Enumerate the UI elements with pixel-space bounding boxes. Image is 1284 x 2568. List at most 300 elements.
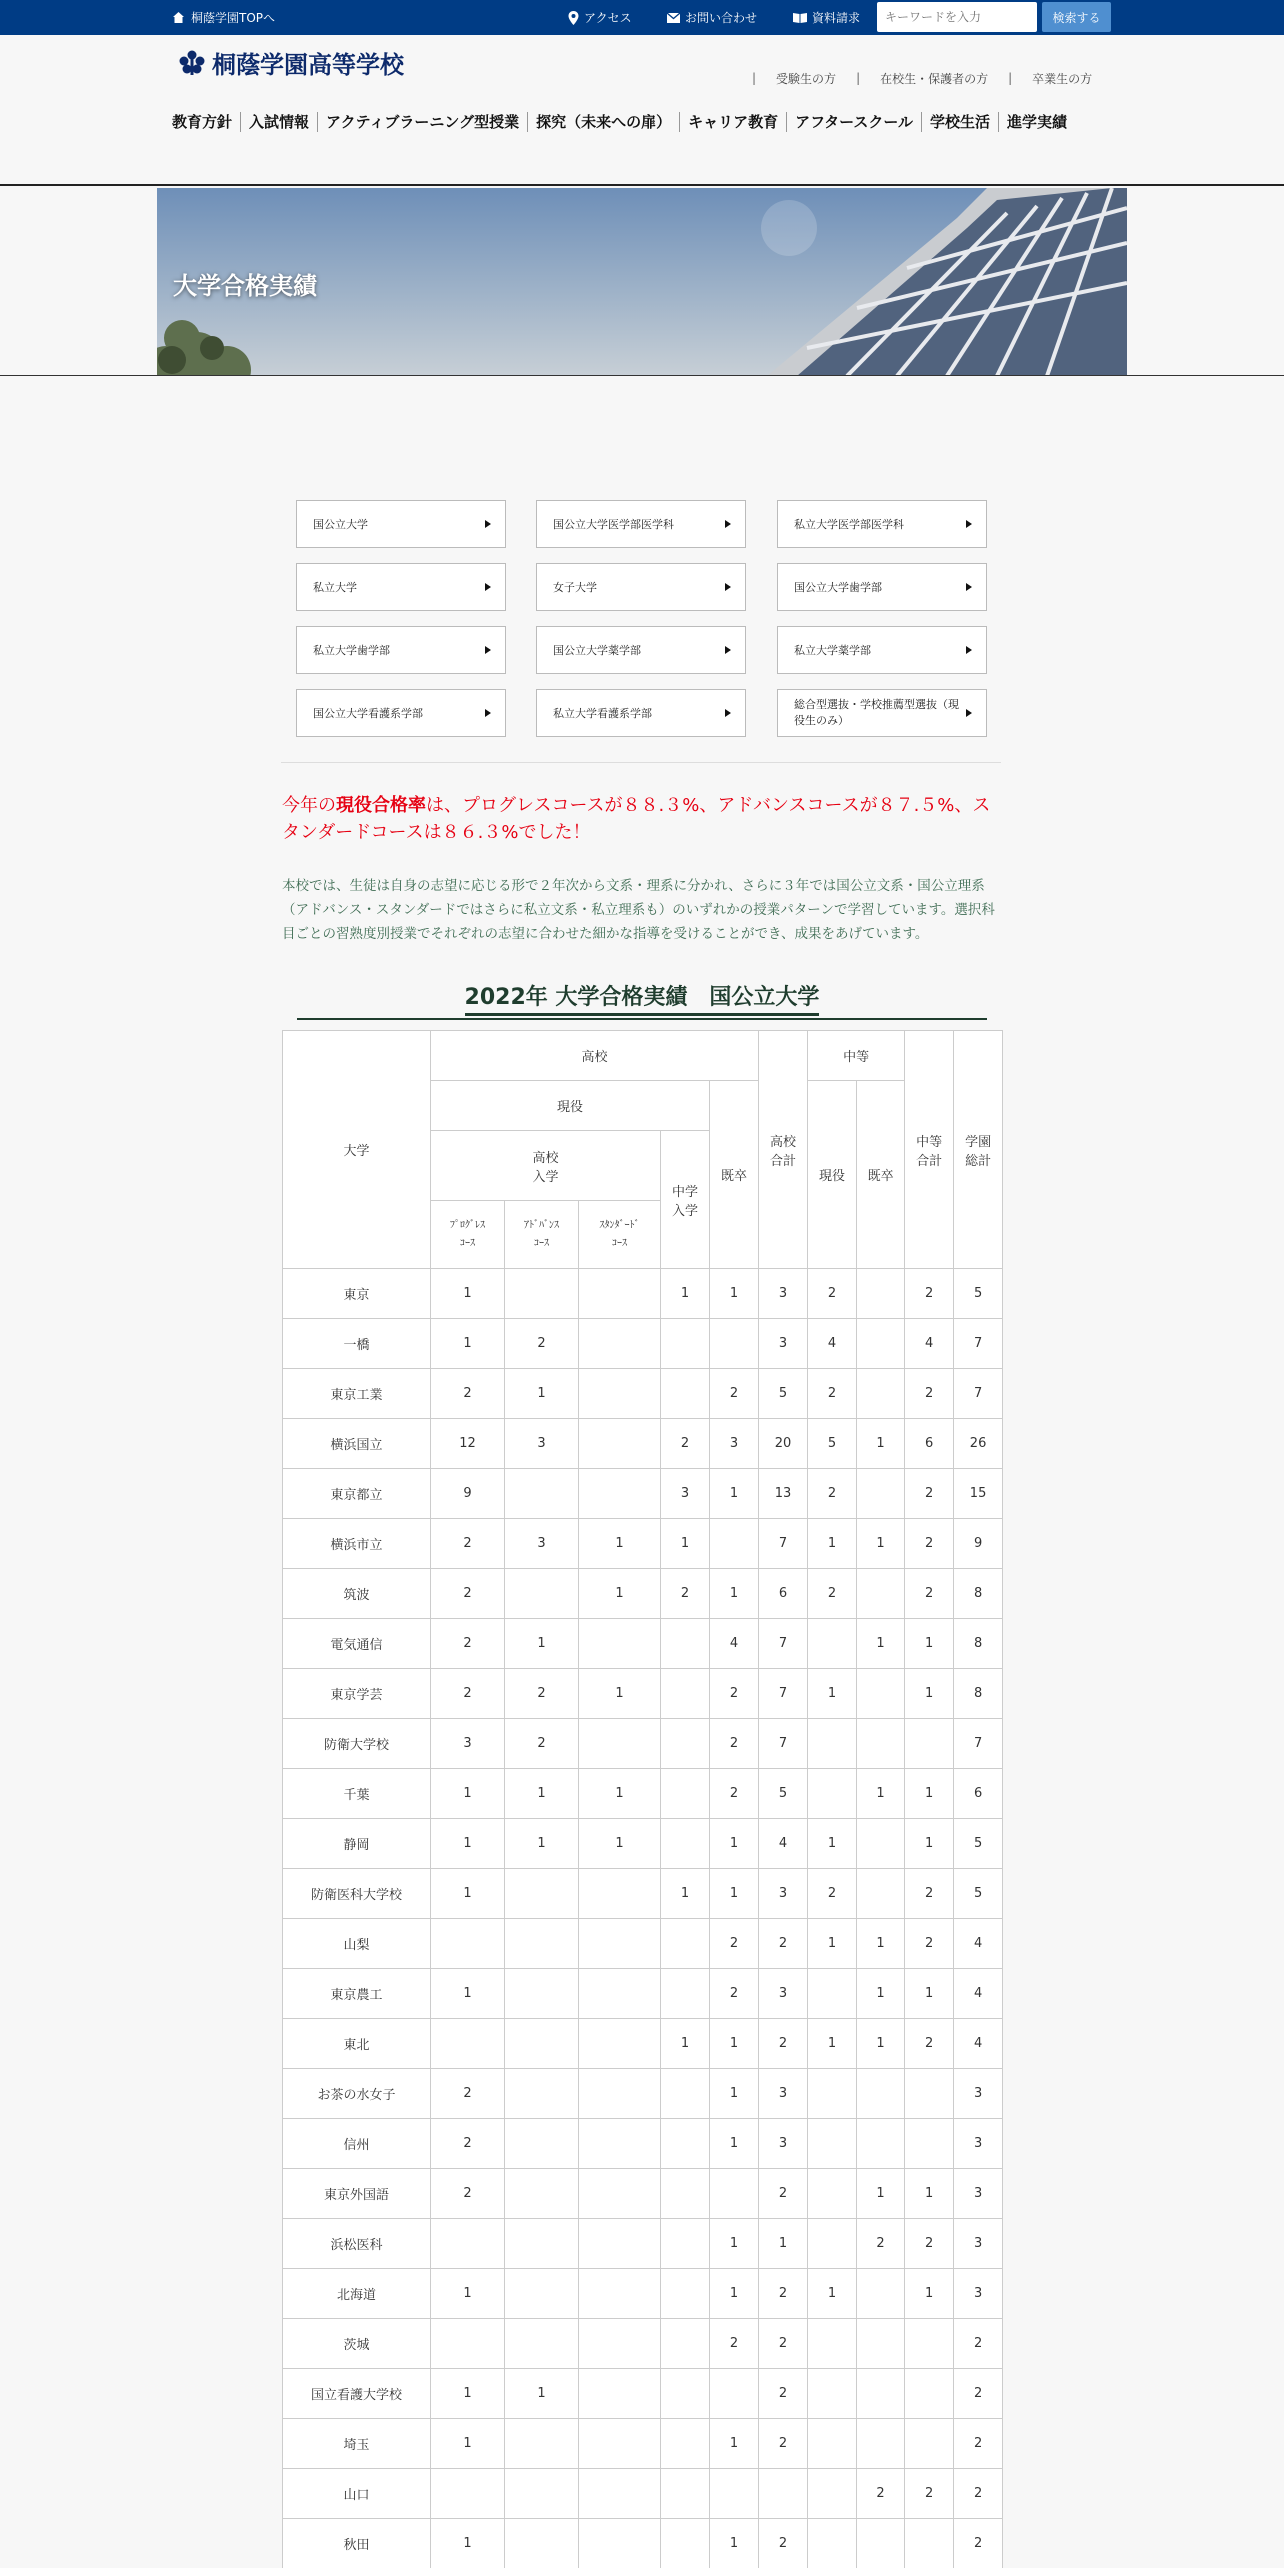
count-cell bbox=[857, 1319, 905, 1369]
count-cell bbox=[431, 1919, 505, 1969]
count-cell: 1 bbox=[759, 2219, 808, 2269]
count-cell: 2 bbox=[954, 2319, 1003, 2369]
category-label: 国公立大学医学部医学科 bbox=[553, 518, 674, 531]
school-top-label: 桐蔭学園TOPへ bbox=[191, 11, 276, 25]
count-cell bbox=[857, 1569, 905, 1619]
category-button[interactable] bbox=[777, 563, 987, 611]
university-name: 浜松医科 bbox=[283, 2219, 431, 2269]
header-chuto: 中等 bbox=[808, 1031, 905, 1081]
count-cell bbox=[661, 2419, 710, 2469]
gnav-item[interactable]: キャリア教育 bbox=[679, 112, 786, 132]
count-cell: 1 bbox=[579, 1769, 661, 1819]
count-cell bbox=[579, 2469, 661, 2519]
count-cell: 2 bbox=[857, 2219, 905, 2269]
table-row bbox=[283, 1519, 1003, 1569]
count-cell: 3 bbox=[661, 1469, 710, 1519]
count-cell bbox=[759, 2469, 808, 2519]
count-cell: 3 bbox=[954, 2269, 1003, 2319]
table-row bbox=[283, 1419, 1003, 1469]
count-cell: 3 bbox=[431, 1719, 505, 1769]
count-cell bbox=[905, 2069, 954, 2119]
count-cell bbox=[661, 2069, 710, 2119]
category-button[interactable] bbox=[777, 626, 987, 674]
count-cell bbox=[579, 1369, 661, 1419]
university-name: 静岡 bbox=[283, 1819, 431, 1869]
count-cell bbox=[661, 2369, 710, 2419]
count-cell: 5 bbox=[954, 1819, 1003, 1869]
count-cell: 2 bbox=[759, 2419, 808, 2469]
count-cell: 15 bbox=[954, 1469, 1003, 1519]
triangle-right-icon bbox=[966, 520, 972, 528]
university-name: 国立看護大学校 bbox=[283, 2369, 431, 2419]
category-label: 私立大学 bbox=[313, 581, 357, 594]
count-cell bbox=[505, 2019, 579, 2069]
count-cell: 1 bbox=[808, 2019, 857, 2069]
count-cell: 2 bbox=[905, 2469, 954, 2519]
category-button[interactable] bbox=[536, 626, 746, 674]
count-cell bbox=[710, 2369, 759, 2419]
count-cell: 3 bbox=[505, 1519, 579, 1569]
count-cell: 3 bbox=[759, 2119, 808, 2169]
table-row bbox=[283, 2219, 1003, 2269]
gnav-item[interactable]: アクティブラーニング型授業 bbox=[317, 112, 527, 132]
header-gakuen-total: 学園 総計 bbox=[954, 1031, 1003, 1269]
triangle-right-icon bbox=[966, 709, 972, 717]
count-cell: 1 bbox=[857, 1769, 905, 1819]
gnav-item[interactable]: 学校生活 bbox=[921, 112, 998, 132]
count-cell bbox=[857, 2119, 905, 2169]
count-cell bbox=[579, 1919, 661, 1969]
count-cell: 6 bbox=[759, 1569, 808, 1619]
table-row bbox=[283, 2319, 1003, 2369]
count-cell: 20 bbox=[759, 1419, 808, 1469]
count-cell: 2 bbox=[954, 2469, 1003, 2519]
count-cell bbox=[505, 1869, 579, 1919]
count-cell: 2 bbox=[808, 1569, 857, 1619]
count-cell: 1 bbox=[431, 2519, 505, 2568]
count-cell: 2 bbox=[710, 1969, 759, 2019]
count-cell: 2 bbox=[905, 1269, 954, 1319]
count-cell bbox=[808, 2419, 857, 2469]
gnav-item[interactable]: 教育方針 bbox=[172, 113, 233, 131]
count-cell bbox=[905, 2519, 954, 2568]
count-cell: 2 bbox=[808, 1469, 857, 1519]
count-cell: 2 bbox=[710, 2319, 759, 2369]
category-label: 国公立大学薬学部 bbox=[553, 644, 641, 657]
university-name: 千葉 bbox=[283, 1769, 431, 1819]
count-cell bbox=[505, 1919, 579, 1969]
count-cell bbox=[857, 2269, 905, 2319]
count-cell bbox=[505, 2169, 579, 2219]
count-cell: 5 bbox=[954, 1869, 1003, 1919]
count-cell bbox=[661, 2169, 710, 2219]
count-cell: 5 bbox=[808, 1419, 857, 1469]
count-cell bbox=[579, 1969, 661, 2019]
count-cell: 1 bbox=[710, 2419, 759, 2469]
count-cell: 1 bbox=[431, 2269, 505, 2319]
count-cell: 1 bbox=[710, 1269, 759, 1319]
university-name: 山梨 bbox=[283, 1919, 431, 1969]
count-cell: 1 bbox=[857, 2019, 905, 2069]
search-input[interactable] bbox=[877, 2, 1037, 32]
count-cell: 9 bbox=[431, 1469, 505, 1519]
count-cell: 1 bbox=[431, 1319, 505, 1369]
count-cell bbox=[808, 2069, 857, 2119]
category-label: 私立大学歯学部 bbox=[313, 644, 390, 657]
count-cell: 1 bbox=[505, 1769, 579, 1819]
count-cell bbox=[505, 2519, 579, 2568]
count-cell: 1 bbox=[808, 1519, 857, 1569]
count-cell bbox=[710, 2469, 759, 2519]
count-cell: 1 bbox=[905, 1619, 954, 1669]
count-cell: 1 bbox=[431, 1769, 505, 1819]
count-cell: 1 bbox=[431, 1969, 505, 2019]
triangle-right-icon bbox=[725, 646, 731, 654]
triangle-right-icon bbox=[725, 520, 731, 528]
audience-label: 卒業生の方 bbox=[1032, 71, 1093, 86]
count-cell: 3 bbox=[759, 2069, 808, 2119]
count-cell: 1 bbox=[661, 1269, 710, 1319]
category-label: 私立大学看護系学部 bbox=[553, 707, 652, 720]
brochure-link[interactable] bbox=[793, 0, 860, 35]
hero-divider bbox=[0, 375, 1284, 376]
count-cell: 1 bbox=[905, 1819, 954, 1869]
contact-link[interactable] bbox=[667, 0, 757, 35]
count-cell: 2 bbox=[808, 1369, 857, 1419]
count-cell: 1 bbox=[857, 1919, 905, 1969]
header-chuto-geneki: 現役 bbox=[808, 1081, 857, 1269]
header-kisotsu: 既卒 bbox=[710, 1081, 759, 1269]
count-cell: 2 bbox=[505, 1719, 579, 1769]
count-cell bbox=[661, 1619, 710, 1669]
table-row bbox=[283, 1569, 1003, 1619]
count-cell: 6 bbox=[954, 1769, 1003, 1819]
count-cell: 1 bbox=[710, 2069, 759, 2119]
table-row bbox=[283, 1469, 1003, 1519]
table-row bbox=[283, 1719, 1003, 1769]
count-cell: 7 bbox=[954, 1319, 1003, 1369]
count-cell bbox=[579, 1619, 661, 1669]
category-button[interactable] bbox=[296, 689, 506, 737]
count-cell: 2 bbox=[905, 2019, 954, 2069]
university-name: 筑波 bbox=[283, 1569, 431, 1619]
count-cell: 2 bbox=[759, 1919, 808, 1969]
university-name: 北海道 bbox=[283, 2269, 431, 2319]
count-cell: 7 bbox=[954, 1369, 1003, 1419]
global-nav bbox=[172, 112, 1075, 132]
university-name: 信州 bbox=[283, 2119, 431, 2169]
university-name: 横浜市立 bbox=[283, 1519, 431, 1569]
table-row bbox=[283, 1669, 1003, 1719]
count-cell bbox=[808, 2119, 857, 2169]
triangle-right-icon bbox=[485, 583, 491, 591]
count-cell: 4 bbox=[905, 1319, 954, 1369]
header-university: 大学 bbox=[283, 1031, 431, 1269]
count-cell: 1 bbox=[661, 1869, 710, 1919]
university-name: 東京農工 bbox=[283, 1969, 431, 2019]
university-name: 東京学芸 bbox=[283, 1669, 431, 1719]
count-cell: 1 bbox=[710, 2269, 759, 2319]
header-chuto-kisotsu: 既卒 bbox=[857, 1081, 905, 1269]
brochure-label: 資料請求 bbox=[812, 11, 861, 25]
search-button[interactable]: 検索する bbox=[1042, 2, 1111, 32]
category-button[interactable] bbox=[296, 626, 506, 674]
count-cell: 8 bbox=[954, 1619, 1003, 1669]
count-cell bbox=[857, 2419, 905, 2469]
category-label: 女子大学 bbox=[553, 581, 597, 594]
table-row bbox=[283, 1369, 1003, 1419]
count-cell: 1 bbox=[579, 1519, 661, 1569]
count-cell bbox=[661, 1919, 710, 1969]
university-name: 東北 bbox=[283, 2019, 431, 2069]
table-row bbox=[283, 2419, 1003, 2469]
school-logo[interactable] bbox=[178, 45, 404, 80]
count-cell: 4 bbox=[954, 1969, 1003, 2019]
category-button[interactable] bbox=[296, 500, 506, 548]
count-cell: 1 bbox=[431, 2369, 505, 2419]
triangle-right-icon bbox=[485, 520, 491, 528]
count-cell: 2 bbox=[905, 2219, 954, 2269]
count-cell bbox=[808, 1619, 857, 1669]
university-name: 東京都立 bbox=[283, 1469, 431, 1519]
count-cell bbox=[431, 2319, 505, 2369]
count-cell: 2 bbox=[431, 1669, 505, 1719]
count-cell: 1 bbox=[857, 1619, 905, 1669]
pass-rate-lead bbox=[282, 792, 1004, 846]
count-cell: 2 bbox=[431, 1369, 505, 1419]
header-koukou-nyugaku: 高校 入学 bbox=[431, 1131, 661, 1201]
count-cell: 1 bbox=[661, 1519, 710, 1569]
triangle-right-icon bbox=[725, 709, 731, 717]
count-cell bbox=[431, 2219, 505, 2269]
table-row bbox=[283, 2019, 1003, 2069]
count-cell bbox=[857, 1269, 905, 1319]
university-name: 東京工業 bbox=[283, 1369, 431, 1419]
count-cell: 3 bbox=[710, 1419, 759, 1469]
triangle-right-icon bbox=[485, 646, 491, 654]
count-cell: 2 bbox=[905, 1469, 954, 1519]
count-cell bbox=[661, 1369, 710, 1419]
count-cell: 7 bbox=[759, 1669, 808, 1719]
count-cell bbox=[505, 2269, 579, 2319]
count-cell: 2 bbox=[759, 2269, 808, 2319]
category-label: 私立大学医学部医学科 bbox=[794, 518, 904, 531]
count-cell: 1 bbox=[431, 2419, 505, 2469]
audience-link-students[interactable]: | 在校生・保護者の方 bbox=[856, 71, 989, 86]
count-cell: 2 bbox=[431, 2119, 505, 2169]
category-label: 国公立大学歯学部 bbox=[794, 581, 882, 594]
count-cell: 2 bbox=[505, 1319, 579, 1369]
university-name: 電気通信 bbox=[283, 1619, 431, 1669]
category-button[interactable] bbox=[536, 563, 746, 611]
count-cell bbox=[579, 2319, 661, 2369]
category-button[interactable] bbox=[536, 500, 746, 548]
count-cell: 1 bbox=[431, 1819, 505, 1869]
count-cell bbox=[808, 1719, 857, 1769]
count-cell bbox=[808, 2369, 857, 2419]
count-cell bbox=[579, 1419, 661, 1469]
site-header bbox=[0, 35, 1284, 186]
count-cell: 2 bbox=[759, 2369, 808, 2419]
contact-label: お問い合わせ bbox=[685, 11, 758, 25]
count-cell bbox=[579, 1319, 661, 1369]
count-cell bbox=[808, 2219, 857, 2269]
header-advance: ｱﾄﾞﾊﾞﾝｽ ｺｰｽ bbox=[505, 1201, 579, 1269]
top-bar bbox=[0, 0, 1284, 35]
university-name: 東京外国語 bbox=[283, 2169, 431, 2219]
count-cell: 2 bbox=[431, 2069, 505, 2119]
count-cell bbox=[505, 2469, 579, 2519]
count-cell: 1 bbox=[579, 1819, 661, 1869]
category-button[interactable] bbox=[536, 689, 746, 737]
triangle-right-icon bbox=[725, 583, 731, 591]
count-cell: 7 bbox=[759, 1619, 808, 1669]
count-cell: 13 bbox=[759, 1469, 808, 1519]
count-cell: 9 bbox=[954, 1519, 1003, 1569]
count-cell: 4 bbox=[710, 1619, 759, 1669]
count-cell: 1 bbox=[505, 1619, 579, 1669]
table-row bbox=[283, 1919, 1003, 1969]
university-name: 一橋 bbox=[283, 1319, 431, 1369]
table-row bbox=[283, 1819, 1003, 1869]
count-cell: 2 bbox=[431, 1619, 505, 1669]
count-cell bbox=[579, 2369, 661, 2419]
header-koukou-total: 高校 合計 bbox=[759, 1031, 808, 1269]
count-cell bbox=[857, 1819, 905, 1869]
count-cell: 1 bbox=[710, 1819, 759, 1869]
count-cell: 2 bbox=[857, 2469, 905, 2519]
access-link[interactable] bbox=[568, 0, 632, 35]
count-cell: 2 bbox=[661, 1419, 710, 1469]
lead-text-1: 今年の bbox=[282, 795, 336, 816]
school-top-link[interactable] bbox=[172, 0, 275, 35]
count-cell bbox=[505, 1569, 579, 1619]
table-row bbox=[283, 2369, 1003, 2419]
count-cell: 1 bbox=[808, 2269, 857, 2319]
category-label: 総合型選抜・学校推薦型選抜（現役生のみ） bbox=[794, 698, 959, 727]
count-cell: 3 bbox=[954, 2219, 1003, 2269]
count-cell bbox=[505, 1969, 579, 2019]
count-cell: 2 bbox=[505, 1669, 579, 1719]
count-cell bbox=[857, 1719, 905, 1769]
count-cell: 1 bbox=[579, 1569, 661, 1619]
count-cell: 1 bbox=[857, 1969, 905, 2019]
count-cell: 1 bbox=[505, 1369, 579, 1419]
count-cell: 3 bbox=[759, 1869, 808, 1919]
count-cell bbox=[710, 1519, 759, 1569]
count-cell: 8 bbox=[954, 1569, 1003, 1619]
university-name: お茶の水女子 bbox=[283, 2069, 431, 2119]
audience-link-alumni[interactable]: | 卒業生の方 bbox=[1008, 71, 1093, 86]
count-cell bbox=[857, 2319, 905, 2369]
count-cell bbox=[905, 2419, 954, 2469]
count-cell bbox=[431, 2469, 505, 2519]
table-row bbox=[283, 1769, 1003, 1819]
audience-label: 在校生・保護者の方 bbox=[880, 71, 989, 86]
count-cell bbox=[579, 2119, 661, 2169]
count-cell bbox=[579, 2169, 661, 2219]
count-cell: 2 bbox=[905, 1919, 954, 1969]
audience-label: 受験生の方 bbox=[776, 71, 837, 86]
table-row bbox=[283, 2119, 1003, 2169]
hero-banner bbox=[157, 188, 1127, 376]
count-cell: 3 bbox=[759, 1269, 808, 1319]
count-cell bbox=[661, 2219, 710, 2269]
header-chuto-total: 中等 合計 bbox=[905, 1031, 954, 1269]
table-row bbox=[283, 1969, 1003, 2019]
count-cell bbox=[505, 1269, 579, 1319]
count-cell: 1 bbox=[808, 1819, 857, 1869]
gnav-item[interactable]: 入試情報 bbox=[240, 112, 317, 132]
gnav-item[interactable]: アフタースクール bbox=[786, 112, 921, 132]
count-cell: 2 bbox=[710, 1719, 759, 1769]
category-button[interactable] bbox=[777, 689, 987, 737]
count-cell bbox=[579, 1869, 661, 1919]
map-pin-icon bbox=[568, 11, 579, 25]
category-label: 国公立大学 bbox=[313, 518, 368, 531]
count-cell: 2 bbox=[759, 2169, 808, 2219]
count-cell bbox=[905, 1719, 954, 1769]
count-cell bbox=[710, 2169, 759, 2219]
count-cell: 1 bbox=[808, 1669, 857, 1719]
university-name: 防衛医科大学校 bbox=[283, 1869, 431, 1919]
count-cell bbox=[661, 2319, 710, 2369]
count-cell bbox=[505, 2119, 579, 2169]
count-cell: 3 bbox=[759, 1969, 808, 2019]
table-row bbox=[283, 2469, 1003, 2519]
count-cell: 1 bbox=[431, 1869, 505, 1919]
count-cell: 2 bbox=[905, 1869, 954, 1919]
count-cell: 1 bbox=[710, 2519, 759, 2568]
count-cell bbox=[808, 2169, 857, 2219]
access-label: アクセス bbox=[584, 11, 632, 25]
count-cell: 1 bbox=[579, 1669, 661, 1719]
results-body bbox=[283, 1269, 1003, 2568]
count-cell: 5 bbox=[954, 1269, 1003, 1319]
count-cell: 2 bbox=[431, 2169, 505, 2219]
count-cell bbox=[905, 2119, 954, 2169]
section-title-text: 2022年 大学合格実績 国公立大学 bbox=[465, 980, 820, 1016]
count-cell: 26 bbox=[954, 1419, 1003, 1469]
count-cell: 2 bbox=[710, 1369, 759, 1419]
count-cell: 8 bbox=[954, 1669, 1003, 1719]
count-cell bbox=[505, 2069, 579, 2119]
count-cell: 1 bbox=[808, 1919, 857, 1969]
table-row bbox=[283, 2269, 1003, 2319]
audience-link-examinee[interactable]: | 受験生の方 bbox=[752, 71, 837, 86]
count-cell: 2 bbox=[954, 2519, 1003, 2568]
count-cell: 1 bbox=[710, 2219, 759, 2269]
count-cell bbox=[505, 1469, 579, 1519]
count-cell: 2 bbox=[905, 1519, 954, 1569]
table-row bbox=[283, 1269, 1003, 1319]
count-cell bbox=[661, 2269, 710, 2319]
count-cell: 2 bbox=[431, 1569, 505, 1619]
count-cell: 1 bbox=[710, 1569, 759, 1619]
count-cell: 5 bbox=[759, 1369, 808, 1419]
category-button[interactable] bbox=[777, 500, 987, 548]
count-cell: 7 bbox=[954, 1719, 1003, 1769]
university-name: 防衛大学校 bbox=[283, 1719, 431, 1769]
gnav-item[interactable]: 探究（未来への扉） bbox=[527, 112, 679, 132]
count-cell bbox=[505, 2319, 579, 2369]
gnav-item[interactable]: 進学実績 bbox=[998, 112, 1075, 132]
count-cell bbox=[579, 2419, 661, 2469]
count-cell: 1 bbox=[905, 1669, 954, 1719]
category-button[interactable] bbox=[296, 563, 506, 611]
count-cell bbox=[857, 1869, 905, 1919]
table-row bbox=[283, 1319, 1003, 1369]
